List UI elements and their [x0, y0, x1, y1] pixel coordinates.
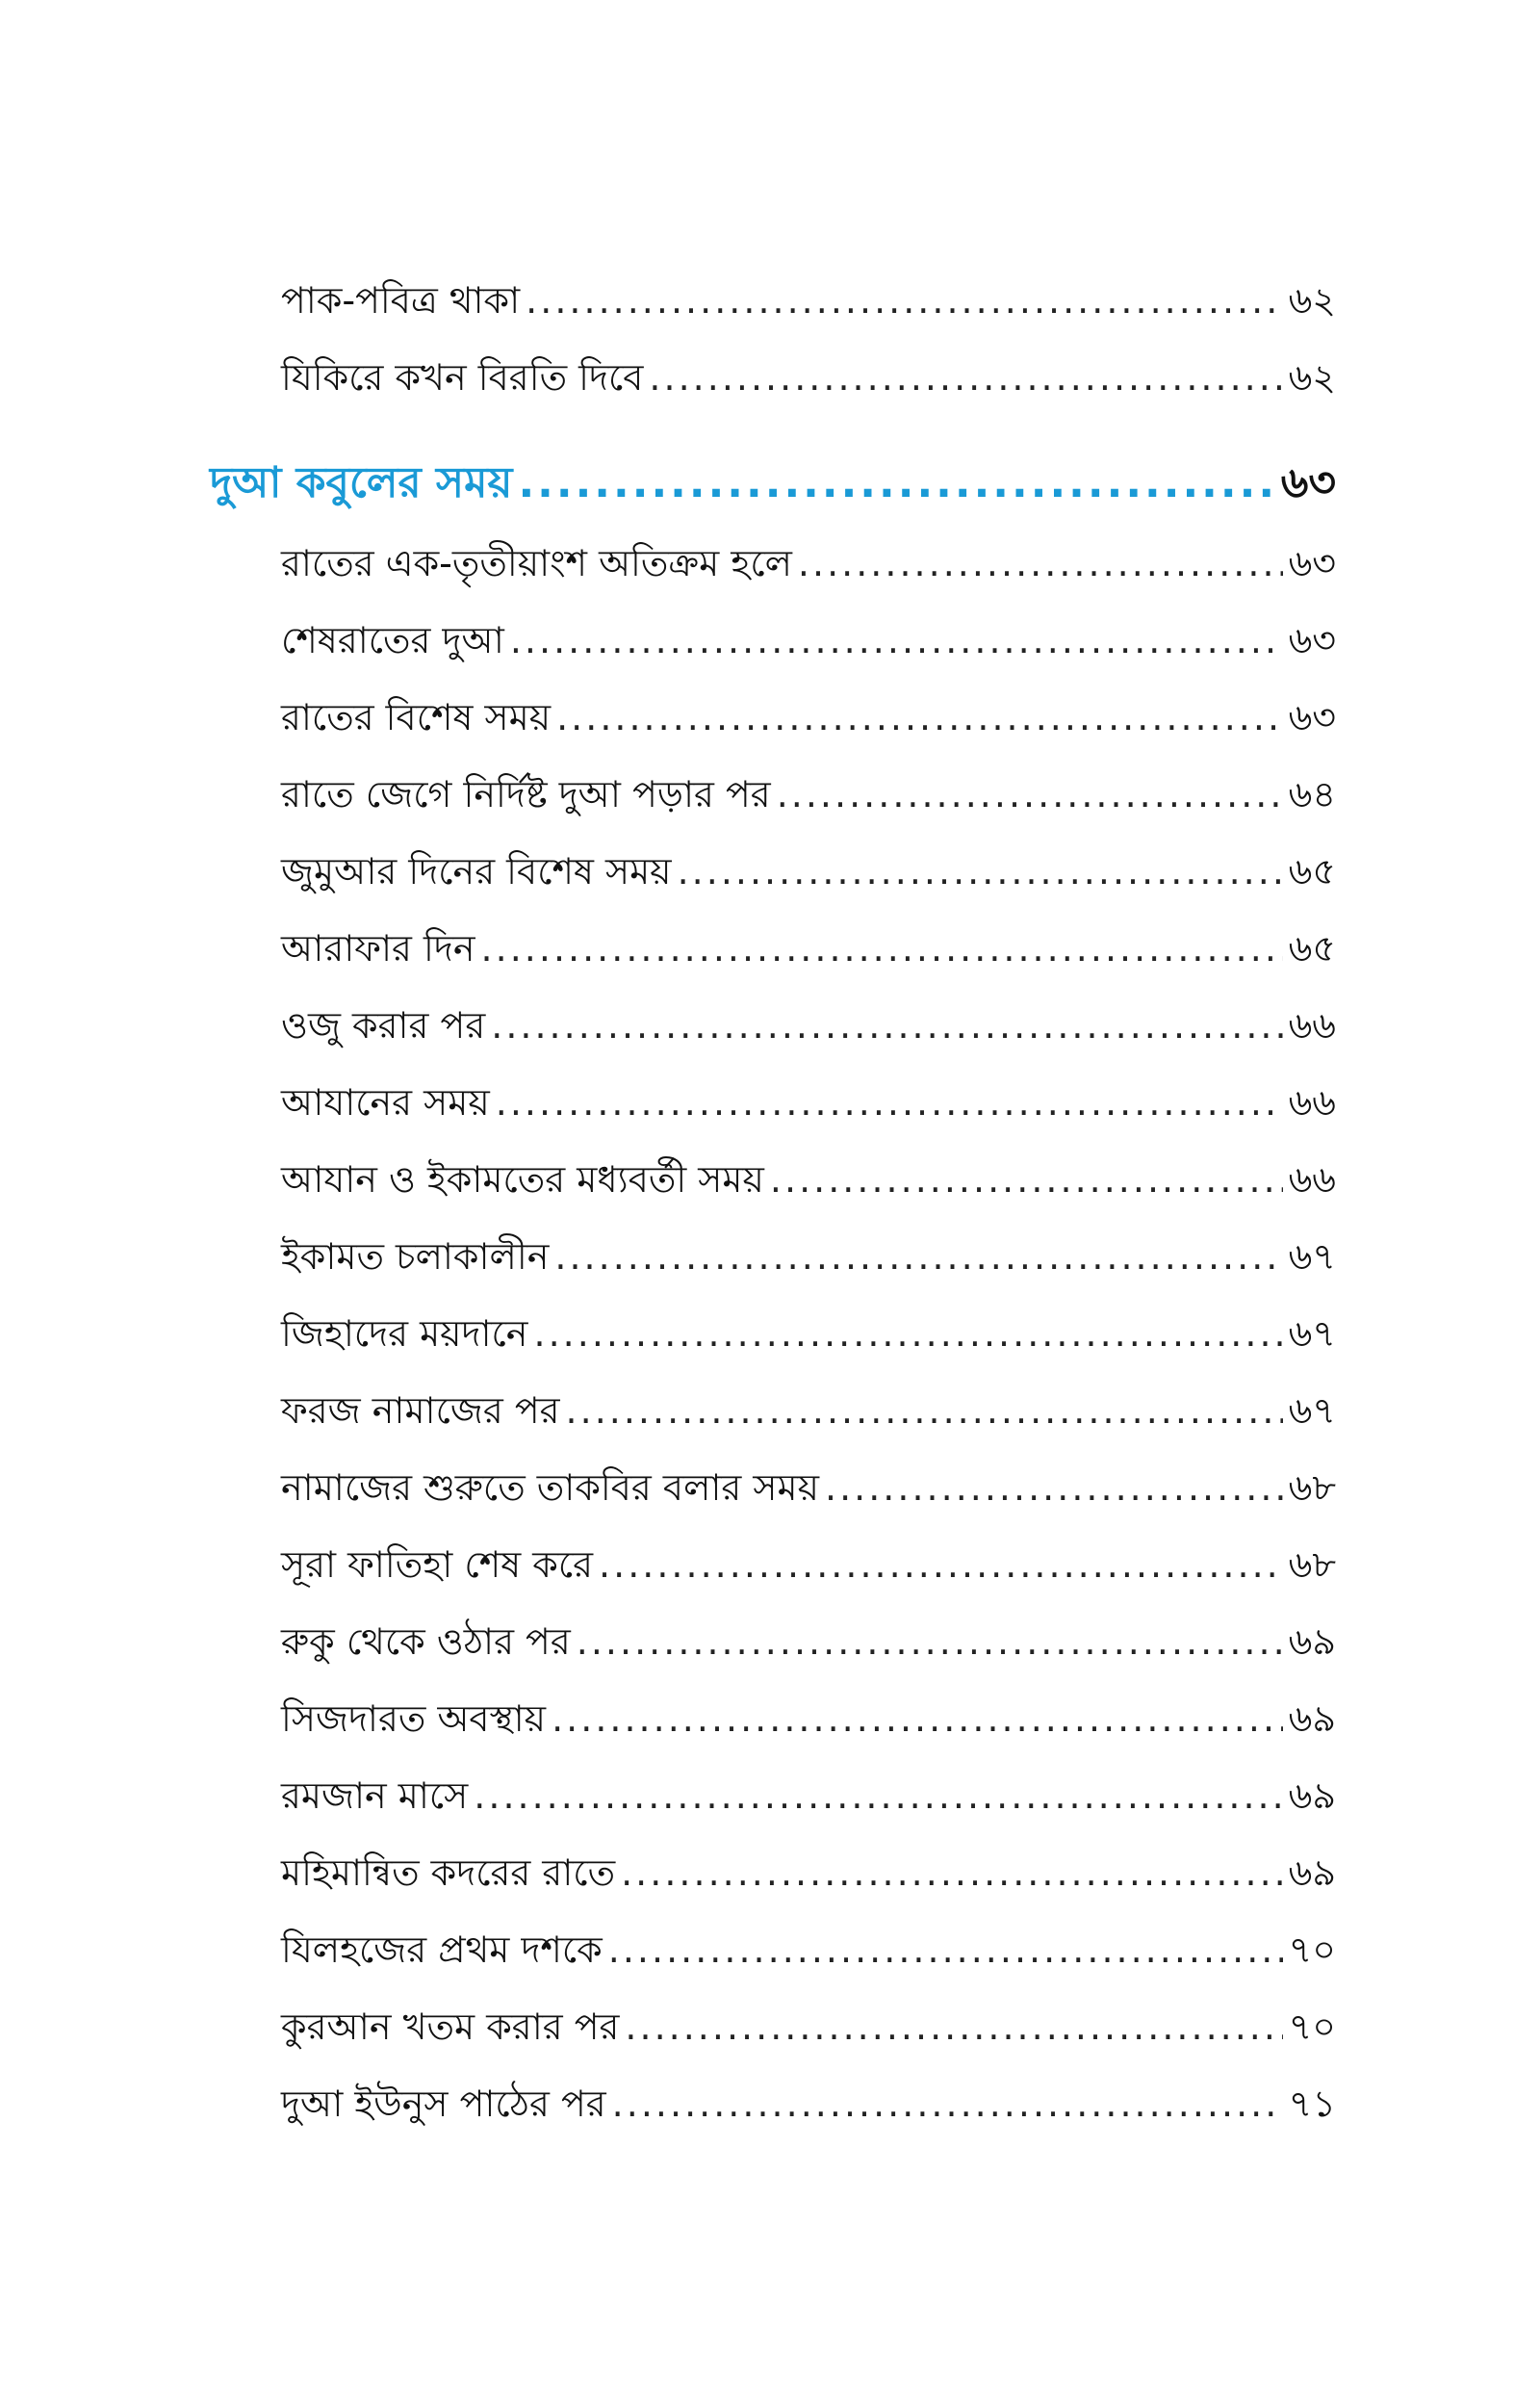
toc-entry-page: ৬৭ — [1288, 1312, 1336, 1355]
dot-leader — [621, 1844, 1283, 1902]
toc-entry[interactable] — [281, 1536, 1336, 1593]
toc-entry-page: ৬৯ — [1288, 1851, 1336, 1894]
toc-entry-page: ৬৫ — [1288, 927, 1336, 970]
toc-entry-title: মহিমান্বিত কদরের রাতে — [281, 1851, 616, 1894]
toc-entry-title: আযানের সময় — [281, 1081, 490, 1124]
dot-leader — [510, 611, 1283, 669]
toc-entry-page: ৬২ — [1288, 356, 1336, 399]
toc-entry-title: শেষরাতের দুআ — [281, 619, 504, 661]
toc-entry[interactable] — [281, 2075, 1336, 2133]
toc-entry[interactable] — [281, 349, 1336, 406]
toc-entry[interactable] — [281, 919, 1336, 977]
toc-entry-title: যিকিরে কখন বিরতি দিবে — [281, 356, 644, 399]
toc-entry-page: ৬৭ — [1288, 1389, 1336, 1432]
toc-entry[interactable] — [281, 1382, 1336, 1439]
toc-entry[interactable] — [281, 1305, 1336, 1362]
toc-entry-page: ৬৯ — [1288, 1620, 1336, 1663]
dot-leader — [798, 534, 1283, 592]
dot-leader — [649, 349, 1282, 406]
toc-entry-title: রাতের বিশেষ সময় — [281, 696, 552, 738]
dot-leader — [825, 1459, 1283, 1516]
toc-entry-title: জুমুআর দিনের বিশেষ সময় — [281, 850, 672, 893]
toc-entry-title: দুআ ইউনুস পাঠের পর — [281, 2083, 606, 2125]
toc-entry-page: ৬৩ — [1288, 542, 1336, 584]
toc-entry-page: ৬৯ — [1288, 1774, 1336, 1817]
dot-leader — [770, 1151, 1283, 1208]
toc-entry[interactable] — [281, 1690, 1336, 1747]
dot-leader — [599, 1536, 1283, 1593]
toc-entry-title: কুরআন খতম করার পর — [281, 2006, 620, 2048]
dot-leader — [552, 1690, 1283, 1747]
toc-entry-page: ৬৪ — [1288, 773, 1336, 815]
toc-entry[interactable] — [281, 1767, 1336, 1825]
toc-entry-page: ৭০ — [1288, 2006, 1336, 2048]
toc-entry-title: সূরা ফাতিহা শেষ করে — [281, 1543, 594, 1586]
toc-entry[interactable] — [281, 765, 1336, 823]
dot-leader — [577, 1613, 1283, 1670]
toc-entry-page: ৬৫ — [1288, 850, 1336, 893]
dot-leader — [491, 996, 1282, 1054]
toc-entry-page: ৭১ — [1288, 2083, 1336, 2125]
toc-entry[interactable] — [281, 1998, 1336, 2056]
toc-entry-title: সিজদারত অবস্থায় — [281, 1697, 547, 1740]
toc-entry-title: ওজু করার পর — [281, 1004, 486, 1047]
dot-leader — [678, 842, 1283, 900]
toc-entry[interactable] — [281, 688, 1336, 746]
dot-leader — [526, 272, 1282, 329]
toc-entry[interactable] — [281, 1921, 1336, 1979]
dot-leader — [777, 765, 1283, 823]
toc-entry-title: আযান ও ইকামতের মধ্যবর্তী সময় — [281, 1158, 764, 1201]
toc-entry-title: আরাফার দিন — [281, 927, 475, 970]
toc-entry-title: ইকামত চলাকালীন — [281, 1235, 550, 1278]
dot-leader — [608, 1921, 1283, 1979]
toc-entry-title: যিলহজের প্রথম দশকে — [281, 1928, 603, 1971]
toc-entry-page: ৬৬ — [1288, 1158, 1336, 1201]
dot-leader — [474, 1767, 1282, 1825]
toc-entry-title: রাতের এক-তৃতীয়াংশ অতিক্রম হলে — [281, 542, 792, 584]
toc-entry-page: ৭০ — [1288, 1928, 1336, 1971]
toc-entry-title: রুকু থেকে ওঠার পর — [281, 1620, 571, 1663]
toc-entry[interactable] — [281, 534, 1336, 592]
toc-entry-page: ৬৮ — [1288, 1543, 1336, 1586]
toc-entry-page: ৬২ — [1288, 279, 1336, 322]
toc-entry-title: জিহাদের ময়দানে — [281, 1312, 528, 1355]
toc-entry-title: নামাজের শুরুতে তাকবির বলার সময় — [281, 1466, 819, 1509]
toc-entry[interactable] — [281, 1074, 1336, 1131]
toc-entry-page: ৬৮ — [1288, 1466, 1336, 1509]
toc-entry-page: ৬৯ — [1288, 1697, 1336, 1740]
dot-leader — [566, 1382, 1283, 1439]
section-page: ৬৩ — [1280, 458, 1336, 507]
toc-section-heading[interactable] — [210, 454, 1336, 512]
dot-leader — [518, 454, 1274, 512]
toc-entry[interactable] — [281, 842, 1336, 900]
dot-leader — [481, 919, 1283, 977]
dot-leader — [496, 1074, 1283, 1131]
toc-entry[interactable] — [281, 996, 1336, 1054]
toc-entry[interactable] — [281, 272, 1336, 329]
toc-entry[interactable] — [281, 1844, 1336, 1902]
toc-entry-page: ৬৩ — [1288, 619, 1336, 661]
dot-leader — [612, 2075, 1283, 2133]
toc-entry-title: ফরজ নামাজের পর — [281, 1389, 560, 1432]
toc-entry-title: রমজান মাসে — [281, 1774, 469, 1817]
dot-leader — [625, 1998, 1282, 2056]
toc-entry[interactable] — [281, 611, 1336, 669]
section-title: দুআ কবুলের সময় — [210, 458, 513, 507]
toc-entry-page: ৬৬ — [1288, 1081, 1336, 1124]
toc-entry-page: ৬৭ — [1288, 1235, 1336, 1278]
toc-entry[interactable] — [281, 1228, 1336, 1285]
dot-leader — [556, 688, 1283, 746]
toc-entry[interactable] — [281, 1459, 1336, 1516]
toc-entry-page: ৬৬ — [1288, 1004, 1336, 1047]
toc-entry-title: রাতে জেগে নির্দিষ্ট দুআ পড়ার পর — [281, 773, 771, 815]
toc-entry[interactable] — [281, 1613, 1336, 1670]
toc-entry-page: ৬৩ — [1288, 696, 1336, 738]
toc-entry[interactable] — [281, 1151, 1336, 1208]
dot-leader — [534, 1305, 1283, 1362]
toc-entry-title: পাক-পবিত্র থাকা — [281, 279, 521, 322]
dot-leader — [554, 1228, 1282, 1285]
